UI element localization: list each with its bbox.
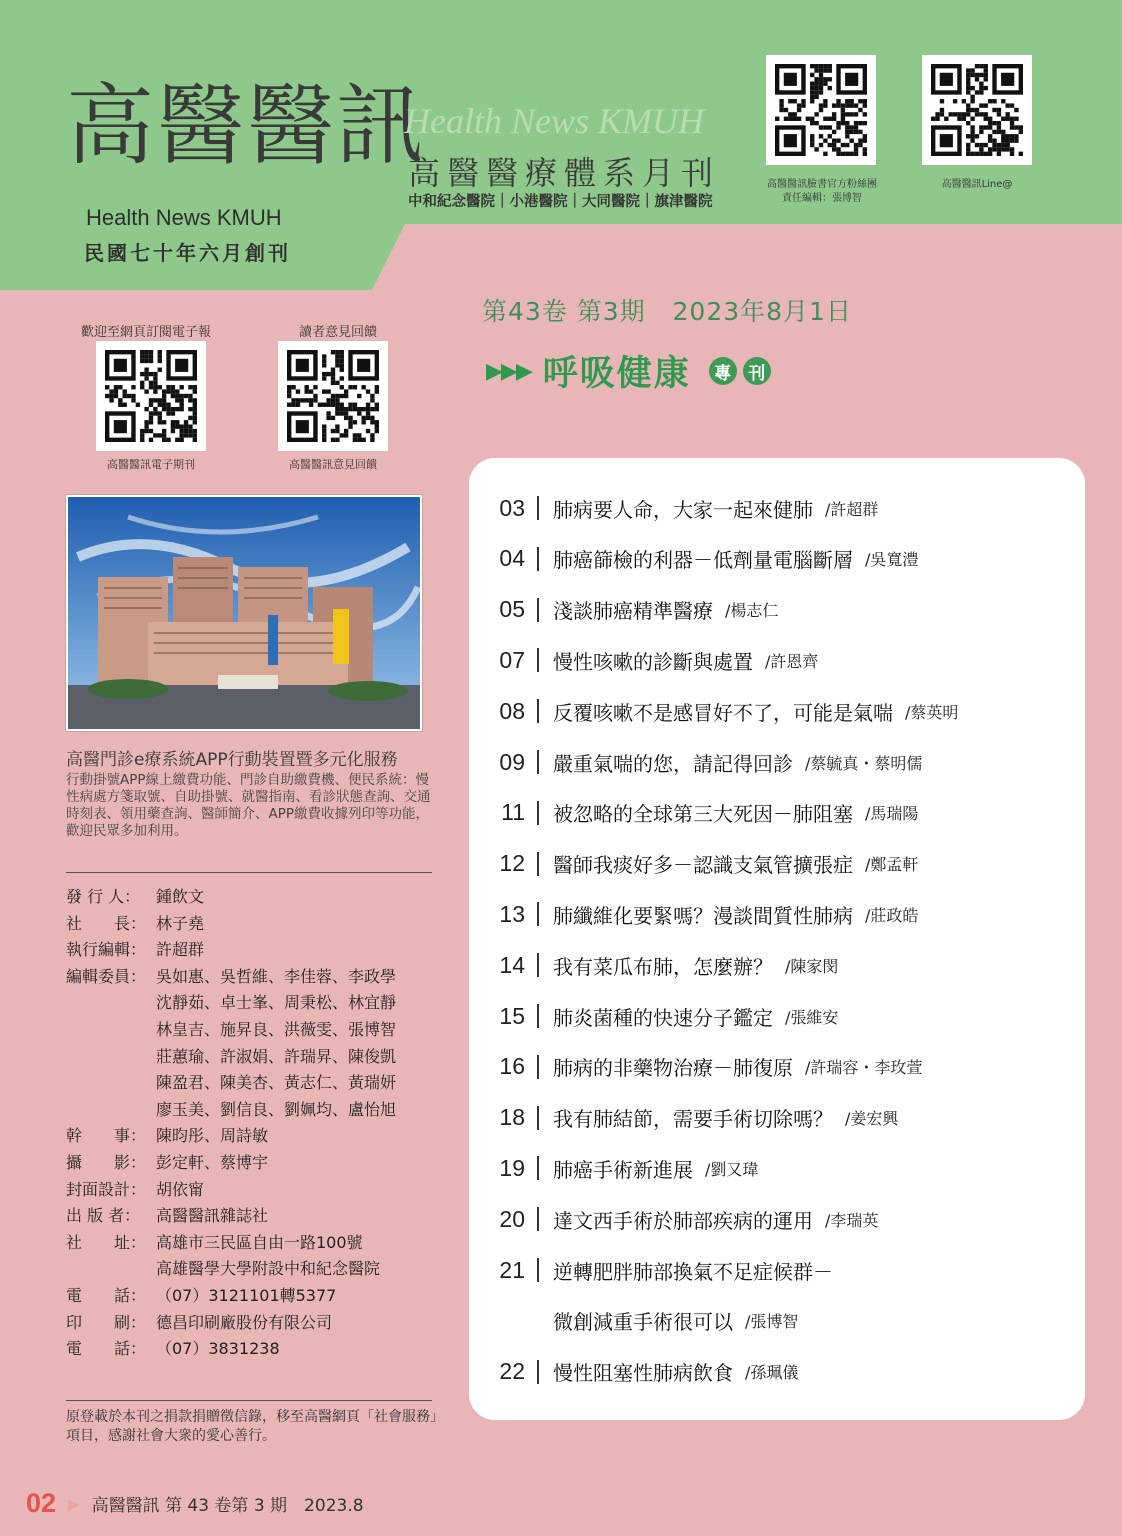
staff-names: 彭定軒、蔡博宇	[156, 1152, 269, 1172]
table-of-contents	[469, 458, 1085, 1420]
staff-names: 吳如惠、吳哲維、李佳蓉、李政學	[156, 966, 397, 986]
staff-row	[66, 1123, 446, 1150]
toc-separator	[537, 699, 539, 723]
hospital-photo	[66, 495, 422, 731]
staff-names: 德昌印刷廠股份有限公司	[156, 1312, 333, 1332]
toc-item[interactable]	[469, 483, 1085, 533]
staff-row	[66, 937, 446, 964]
staff-role: 發 行 人：	[66, 887, 141, 906]
staff-row	[66, 1203, 446, 1230]
toc-author: /張博智	[745, 1312, 799, 1332]
staff-names: （07）3831238	[156, 1339, 280, 1359]
toc-author: /許瑞容・李玫萱	[805, 1058, 923, 1078]
staff-role: 編輯委員：	[66, 966, 147, 986]
toc-item[interactable]	[469, 1245, 1085, 1295]
toc-separator	[537, 598, 539, 622]
toc-item[interactable]	[469, 534, 1085, 584]
staff-row	[66, 1310, 446, 1337]
staff-role	[66, 1097, 156, 1124]
toc-title: 肺病要人命，大家一起來健肺	[553, 497, 813, 522]
staff-row	[66, 911, 446, 938]
staff-role: 執行編輯：	[66, 940, 147, 960]
staff-names: （07）3121101轉5377	[156, 1285, 337, 1305]
toc-author: /馬瑞陽	[865, 804, 919, 824]
toc-author: /許恩齊	[765, 651, 819, 671]
title-english: Health News KMUH	[404, 101, 704, 141]
toc-separator	[537, 648, 539, 672]
feature-badge: 刊	[743, 357, 771, 385]
staff-role	[66, 1017, 156, 1044]
staff-row	[66, 884, 446, 911]
toc-author: /蔡毓真・蔡明儒	[805, 753, 923, 773]
qr-code-fanpage[interactable]	[766, 55, 876, 165]
toc-page-number: 11	[501, 799, 525, 826]
toc-separator	[537, 852, 539, 876]
toc-author: /楊志仁	[725, 601, 779, 621]
editor-credit: 責任編輯：張博智	[782, 193, 862, 204]
toc-item[interactable]	[469, 737, 1085, 787]
toc-author: /莊政皓	[865, 905, 919, 925]
staff-role: 封面設計：	[66, 1179, 147, 1199]
staff-role: 社 長：	[66, 913, 147, 933]
toc-title: 肺纖維化要緊嗎？漫談間質性肺病	[553, 903, 853, 928]
staff-role: 出 版 者：	[66, 1206, 141, 1226]
feature-title: 呼吸健康	[542, 354, 691, 394]
toc-author: /蔡英明	[905, 702, 959, 722]
toc-page-number: 21	[499, 1256, 525, 1283]
staff-role: 電 話：	[66, 1339, 147, 1359]
issue-volume: 第43卷 第3期	[482, 297, 646, 326]
toc-title: 我有肺結節，需要手術切除嗎？	[553, 1107, 833, 1132]
staff-names: 鍾飲文	[156, 887, 205, 906]
toc-title: 達文西手術於肺部疾病的運用	[553, 1208, 813, 1233]
divider	[66, 1400, 432, 1401]
issue-date: 2023年8月1日	[672, 297, 852, 326]
toc-separator	[537, 1156, 539, 1180]
staff-row	[66, 990, 446, 1017]
qr-code-line[interactable]	[922, 55, 1032, 165]
toc-separator	[537, 496, 539, 520]
toc-separator	[537, 1055, 539, 1079]
page-number: 02	[26, 1488, 57, 1518]
issue-info	[482, 292, 852, 328]
toc-author: /劉又瑋	[705, 1159, 759, 1179]
staff-names: 莊蕙瑜、許淑娟、許瑞昇、陳俊凱	[156, 1046, 397, 1066]
staff-role: 幹 事：	[66, 1126, 147, 1146]
toc-author: /孫珮儀	[745, 1363, 799, 1383]
toc-title: 微創減重手術很可以	[553, 1310, 733, 1335]
toc-page-number: 08	[499, 697, 525, 724]
toc-page-number: 09	[499, 748, 525, 775]
toc-page-number: 15	[499, 1002, 525, 1029]
staff-names: 陳盈君、陳美杏、黃志仁、黃瑞妍	[156, 1073, 397, 1093]
service-title: 高醫門診e療系統APP行動裝置暨多元化服務	[66, 750, 398, 770]
toc-separator	[537, 750, 539, 774]
toc-author: /鄭孟軒	[865, 855, 919, 875]
toc-item[interactable]	[469, 889, 1085, 939]
toc-title: 慢性咳嗽的診斷與處置	[553, 649, 753, 674]
toc-page-number: 13	[499, 900, 525, 927]
service-description: 行動掛號APP線上繳費功能、門診自助繳費機、便民系統：慢性病處方箋取號、自助掛號、就醫指南、看診狀態查詢、交通時刻表、領用藥查詢、醫師簡介、APP繳費收據列印等功能，歡迎民眾多加利用。	[66, 772, 431, 839]
feature-heading	[486, 346, 771, 396]
footer	[26, 1488, 364, 1519]
qr-line-caption: 高醫醫訊Line@	[941, 179, 1013, 190]
staff-names: 林子堯	[156, 913, 205, 933]
toc-item[interactable]	[469, 585, 1085, 635]
toc-page-number: 18	[499, 1104, 525, 1131]
staff-names: 廖玉美、劉信良、劉姵均、盧怡旭	[156, 1099, 397, 1119]
staff-role: 社 址：	[66, 1232, 147, 1252]
toc-page-number: 16	[499, 1053, 525, 1080]
toc-title: 醫師我痰好多－認識支氣管擴張症	[553, 853, 853, 878]
toc-separator	[537, 1207, 539, 1231]
toc-title: 逆轉肥胖肺部換氣不足症候群－	[553, 1259, 833, 1284]
qr-code-icon	[105, 350, 197, 442]
toc-title: 反覆咳嗽不是感冒好不了，可能是氣喘	[553, 700, 893, 725]
staff-row	[66, 1044, 446, 1071]
toc-item[interactable]	[469, 940, 1085, 990]
toc-separator	[537, 953, 539, 977]
staff-names: 高醫醫訊雜誌社	[156, 1206, 269, 1226]
qr-ejournal-caption: 高醫醫訊電子期刊	[107, 458, 195, 471]
staff-names: 高雄醫學大學附設中和紀念醫院	[156, 1259, 381, 1279]
toc-page-number: 14	[499, 951, 525, 978]
qr-fanpage-caption: 高醫醫訊臉書官方粉絲團 責任編輯：張博智	[752, 178, 892, 206]
toc-author: /陳家閔	[785, 956, 839, 976]
toc-item[interactable]	[469, 1347, 1085, 1397]
logo-english: Health News KMUH	[86, 205, 282, 230]
toc-title: 被忽略的全球第三大死因－肺阻塞	[553, 802, 853, 827]
staff-row	[66, 1283, 446, 1310]
toc-item[interactable]	[469, 686, 1085, 736]
toc-page-number: 07	[499, 646, 525, 673]
toc-item[interactable]	[469, 991, 1085, 1041]
toc-item[interactable]	[469, 635, 1085, 685]
toc-separator	[537, 801, 539, 825]
staff-row	[66, 1256, 446, 1283]
toc-author: /張維安	[785, 1007, 839, 1027]
toc-page-number: 19	[499, 1154, 525, 1181]
toc-author: /吳寬澧	[865, 550, 919, 570]
staff-names: 陳昀彤、周詩敏	[156, 1126, 269, 1146]
since-text: 民國七十年六月創刊	[84, 241, 291, 265]
toc-author: /李瑞英	[825, 1210, 879, 1230]
toc-separator	[537, 902, 539, 926]
toc-separator	[537, 1360, 539, 1384]
qr-code-feedback[interactable]	[278, 341, 388, 451]
toc-page-number: 05	[499, 596, 525, 623]
staff-names: 胡依甯	[156, 1179, 205, 1199]
footer-text: 高醫醫訊 第 43 卷第 3 期 2023.8	[91, 1496, 364, 1516]
toc-title: 慢性阻塞性肺病飲食	[553, 1361, 733, 1386]
staff-names: 林皇吉、施昇良、洪薇雯、張博智	[156, 1019, 397, 1039]
staff-role	[66, 1256, 156, 1283]
staff-role: 印 刷：	[66, 1312, 147, 1332]
staff-row	[66, 1070, 446, 1097]
staff-role	[66, 1044, 156, 1071]
staff-row	[66, 964, 446, 991]
toc-separator	[537, 1004, 539, 1028]
toc-title: 淺談肺癌精準醫療	[553, 599, 713, 624]
donation-note: 原登載於本刊之捐款捐贈徵信錄，移至高醫網頁「社會服務」項目，感謝社會大衆的愛心善行。	[66, 1409, 444, 1444]
toc-item[interactable]	[469, 1093, 1085, 1143]
toc-item[interactable]	[469, 1042, 1085, 1092]
hospital-list: 中和紀念醫院｜小港醫院｜大同醫院｜旗津醫院	[408, 194, 713, 210]
triple-arrow-icon: ▶▶▶	[486, 358, 531, 384]
toc-author: /姜宏興	[845, 1109, 899, 1129]
qr-code-ejournal[interactable]	[96, 341, 206, 451]
staff-role	[66, 1070, 156, 1097]
toc-page-number: 03	[499, 494, 525, 521]
divider	[66, 872, 432, 873]
qr-code-icon	[287, 350, 379, 442]
staff-role: 攝 影：	[66, 1152, 147, 1172]
toc-page-number: 20	[499, 1205, 525, 1232]
qr-code-icon	[775, 64, 867, 156]
toc-item[interactable]	[469, 1296, 1085, 1346]
qr-code-icon	[931, 64, 1023, 156]
logo: 高醫醫訊	[66, 74, 427, 177]
toc-separator	[537, 1258, 539, 1282]
staff-row	[66, 1097, 446, 1124]
feature-badge: 專	[709, 357, 737, 385]
toc-title: 肺病的非藥物治療－肺復原	[553, 1056, 793, 1081]
toc-item[interactable]	[469, 1194, 1085, 1244]
toc-separator	[537, 1106, 539, 1130]
staff-role	[66, 990, 156, 1017]
staff-row	[66, 1017, 446, 1044]
toc-title: 肺炎菌種的快速分子鑑定	[553, 1005, 773, 1030]
staff-role: 電 話：	[66, 1285, 147, 1305]
toc-item[interactable]	[469, 788, 1085, 838]
toc-author: /許超群	[825, 499, 879, 519]
toc-title: 我有菜瓜布肺，怎麼辦？	[553, 954, 773, 979]
staff-names: 沈靜茹、卓士峯、周秉松、林宜靜	[156, 993, 397, 1013]
staff-list	[66, 884, 446, 1363]
subscribe-label: 歡迎至網頁訂閱電子報	[80, 325, 211, 340]
toc-page-number: 04	[499, 545, 525, 572]
toc-title: 肺癌篩檢的利器－低劑量電腦斷層	[553, 548, 853, 573]
staff-row	[66, 1150, 446, 1177]
toc-page-number: 12	[499, 850, 525, 877]
arrow-icon: ▶	[68, 1494, 80, 1513]
toc-separator	[537, 1309, 539, 1333]
toc-separator	[537, 547, 539, 571]
toc-page-number: 22	[499, 1358, 525, 1385]
staff-row	[66, 1336, 446, 1363]
qr-feedback-caption: 高醫醫訊意見回饋	[289, 458, 377, 471]
toc-item[interactable]	[469, 839, 1085, 889]
toc-item[interactable]	[469, 1143, 1085, 1193]
feedback-label: 讀者意見回饋	[298, 325, 377, 340]
staff-names: 許超群	[156, 940, 205, 960]
staff-names: 高雄市三民區自由一路100號	[156, 1232, 363, 1252]
staff-row	[66, 1230, 446, 1257]
staff-row	[66, 1177, 446, 1204]
subtitle: 高醫醫療體系月刊	[408, 154, 721, 192]
toc-title: 肺癌手術新進展	[553, 1157, 693, 1182]
toc-title: 嚴重氣喘的您，請記得回診	[553, 751, 793, 776]
